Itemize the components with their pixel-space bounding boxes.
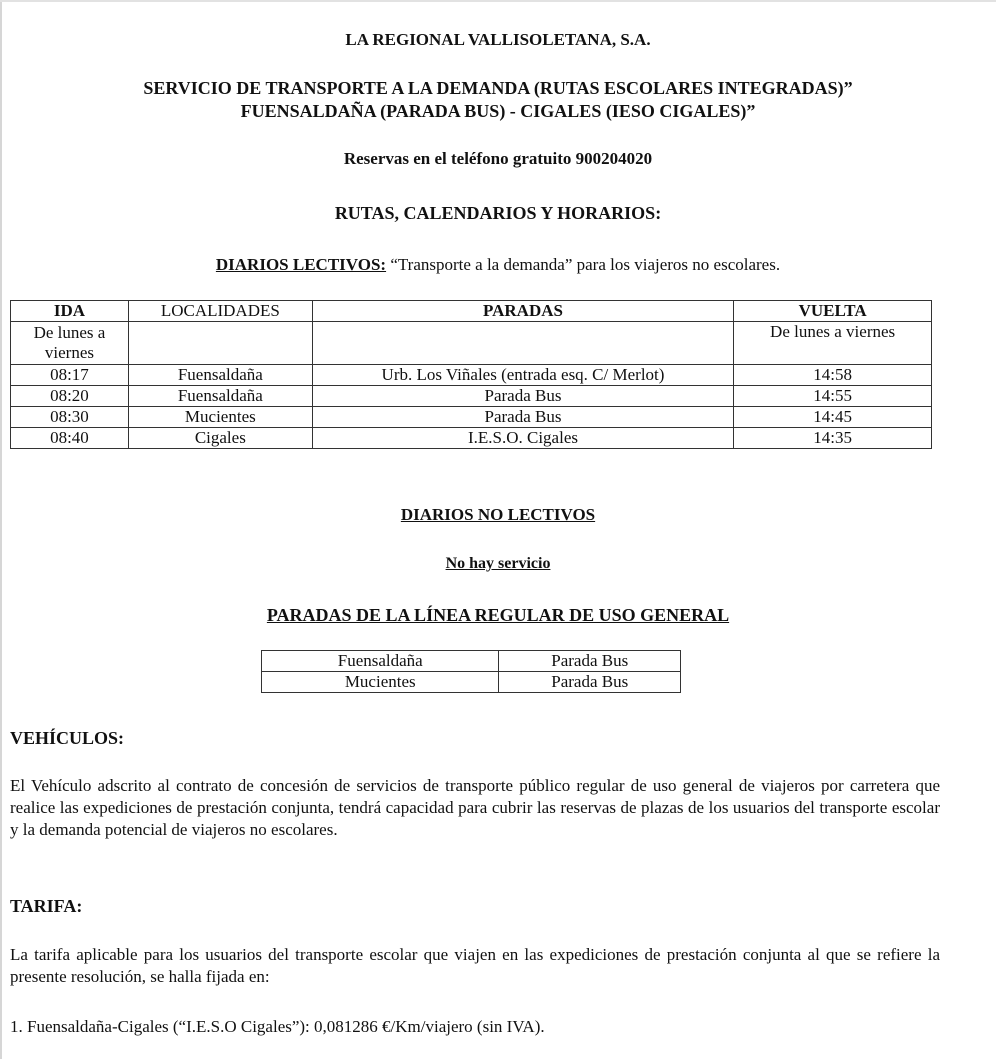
cell-parada: Parada Bus bbox=[312, 386, 733, 407]
lectivos-line bbox=[0, 255, 996, 275]
cell-parada: Urb. Los Viñales (entrada esq. C/ Merlot) bbox=[312, 365, 733, 386]
subheader-paradas bbox=[312, 322, 733, 365]
cell-vuelta-time: 14:35 bbox=[734, 428, 932, 449]
cell-parada: I.E.S.O. Cigales bbox=[312, 428, 733, 449]
paradas-heading: PARADAS DE LA LÍNEA REGULAR DE USO GENERAL bbox=[266, 605, 730, 625]
cell-localidad: Mucientes bbox=[128, 407, 312, 428]
table-row bbox=[11, 365, 932, 386]
table-row bbox=[11, 428, 932, 449]
subheader-localidades bbox=[128, 322, 312, 365]
page-edge-top bbox=[0, 0, 996, 2]
subheader-vuelta: De lunes a viernes bbox=[734, 322, 932, 365]
rutas-heading: RUTAS, CALENDARIOS Y HORARIOS: bbox=[334, 203, 662, 223]
subheader-ida: De lunes a viernes bbox=[11, 322, 129, 365]
table-row bbox=[262, 672, 681, 693]
lectivos-text: “Transporte a la demanda” para los viajeros no escolares. bbox=[386, 255, 781, 274]
header-vuelta: VUELTA bbox=[734, 301, 932, 322]
cell-parada: Parada Bus bbox=[499, 672, 681, 693]
header-ida: IDA bbox=[11, 301, 129, 322]
cell-parada: Parada Bus bbox=[312, 407, 733, 428]
vehiculos-paragraph: El Vehículo adscrito al contrato de concesión de servicios de transporte público regular de uso general de viajeros por carretera que realice las expediciones de prestación conjunta, tendrá capacidad para cubrir las reservas de plazas de los usuarios del transporte escolar y la demanda potencial de viajeros no escolares. bbox=[10, 776, 940, 839]
table-row bbox=[262, 651, 681, 672]
cell-ida-time: 08:30 bbox=[11, 407, 129, 428]
table-row bbox=[11, 386, 932, 407]
cell-vuelta-time: 14:58 bbox=[734, 365, 932, 386]
cell-parada: Parada Bus bbox=[499, 651, 681, 672]
lectivos-label: DIARIOS LECTIVOS: bbox=[215, 255, 387, 274]
tarifa-paragraph: La tarifa aplicable para los usuarios del transporte escolar que viajen en las expediciones de prestación conjunta al que se refiere la presente resolución, se halla fijada en: bbox=[10, 945, 940, 986]
cell-localidad: Fuensaldaña bbox=[128, 386, 312, 407]
schedule-table bbox=[10, 300, 932, 449]
header-localidades: LOCALIDADES bbox=[128, 301, 312, 322]
cell-ida-time: 08:17 bbox=[11, 365, 129, 386]
tarifa-item: 1. Fuensaldaña-Cigales (“I.E.S.O Cigales”): 0,081286 €/Km/viajero (sin IVA). bbox=[10, 1017, 545, 1036]
cell-ida-time: 08:40 bbox=[11, 428, 129, 449]
service-title-line2: FUENSALDAÑA (PARADA BUS) - CIGALES (IESO CIGALES)” bbox=[240, 101, 756, 121]
service-title-line1: SERVICIO DE TRANSPORTE A LA DEMANDA (RUTAS ESCOLARES INTEGRADAS)” bbox=[143, 78, 853, 98]
no-servicio-line: No hay servicio bbox=[445, 555, 551, 572]
reservas-line: Reservas en el teléfono gratuito 900204020 bbox=[343, 149, 653, 168]
cell-localidad: Fuensaldaña bbox=[128, 365, 312, 386]
vehiculos-heading: VEHÍCULOS: bbox=[10, 728, 125, 748]
cell-localidad: Cigales bbox=[128, 428, 312, 449]
paradas-table bbox=[261, 650, 681, 693]
header-paradas: PARADAS bbox=[312, 301, 733, 322]
no-lectivos-heading: DIARIOS NO LECTIVOS bbox=[400, 505, 596, 524]
cell-vuelta-time: 14:55 bbox=[734, 386, 932, 407]
cell-localidad: Fuensaldaña bbox=[262, 651, 499, 672]
cell-vuelta-time: 14:45 bbox=[734, 407, 932, 428]
table-row bbox=[11, 407, 932, 428]
table-header-row bbox=[11, 301, 932, 322]
company-name: LA REGIONAL VALLISOLETANA, S.A. bbox=[345, 30, 651, 49]
cell-ida-time: 08:20 bbox=[11, 386, 129, 407]
cell-localidad: Mucientes bbox=[262, 672, 499, 693]
tarifa-heading: TARIFA: bbox=[10, 896, 83, 916]
table-subheader-row bbox=[11, 322, 932, 365]
